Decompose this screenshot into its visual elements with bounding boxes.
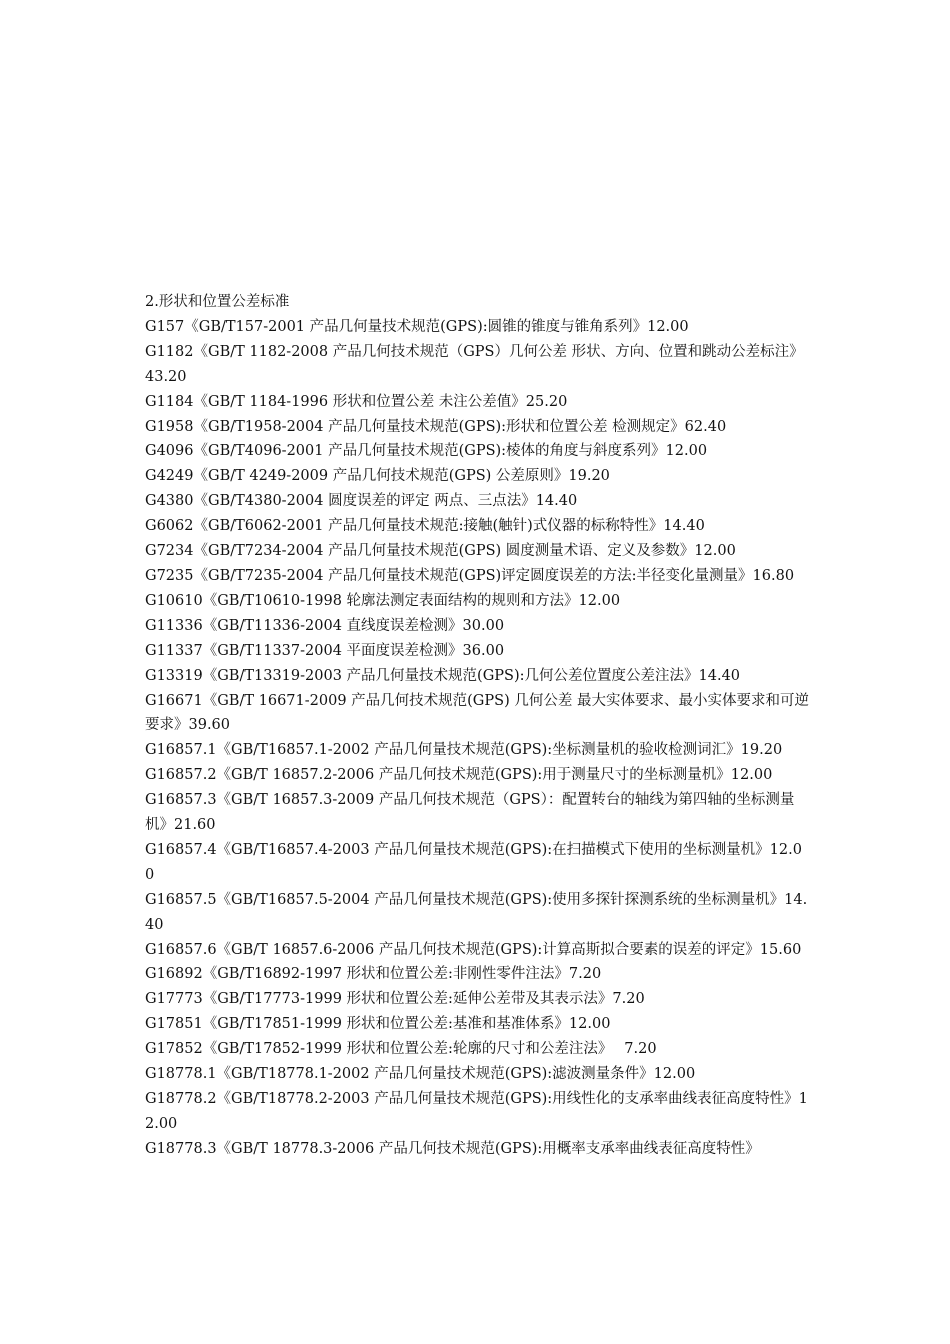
standard-entry: G16892《GB/T16892-1997 形状和位置公差:非刚性零件注法》7.20: [145, 966, 602, 983]
standard-entry: G16857.5《GB/T16857.5-2004 产品几何量技术规范(GPS):使用多探针探测系统的坐标测量机》14.40: [145, 891, 808, 933]
standard-entry: G17773《GB/T17773-1999 形状和位置公差:延伸公差带及其表示法》7.20: [145, 991, 645, 1008]
standard-entry: G7235《GB/T7235-2004 产品几何量技术规范(GPS)评定圆度误差的方法:半径变化量测量》16.80: [145, 567, 795, 584]
standard-entry: G1182《GB/T 1182-2008 产品几何技术规范（GPS）几何公差 形状、方向、位置和跳动公差标注》43.20: [145, 343, 804, 385]
standard-entry: G18778.3《GB/T 18778.3-2006 产品几何技术规范(GPS):用概率支承率曲线表征高度特性》: [145, 1140, 760, 1157]
standard-entry: G11337《GB/T11337-2004 平面度误差检测》36.00: [145, 642, 505, 659]
standard-entry: G16857.3《GB/T 16857.3-2009 产品几何技术规范（GPS）：配置转台的轴线为第四轴的坐标测量机》21.60: [145, 792, 795, 834]
standard-entry: G13319《GB/T13319-2003 产品几何量技术规范(GPS):几何公差位置度公差注法》14.40: [145, 667, 741, 684]
standard-entry: G11336《GB/T11336-2004 直线度误差检测》30.00: [145, 617, 505, 634]
standard-entry: G1184《GB/T 1184-1996 形状和位置公差 未注公差值》25.20: [145, 393, 568, 410]
standard-entry: G17852《GB/T17852-1999 形状和位置公差:轮廓的尺寸和公差注法》 7.20: [145, 1041, 657, 1058]
standard-entry: G18778.1《GB/T18778.1-2002 产品几何量技术规范(GPS):滤波测量条件》12.00: [145, 1066, 696, 1083]
standard-entry: G4249《GB/T 4249-2009 产品几何技术规范(GPS) 公差原则》19.20: [145, 468, 610, 485]
standard-entry: G17851《GB/T17851-1999 形状和位置公差:基准和基准体系》12.00: [145, 1016, 611, 1033]
standard-entry: G7234《GB/T7234-2004 产品几何量技术规范(GPS) 圆度测量术语、定义及参数》12.00: [145, 543, 736, 560]
standard-entry: G16857.1《GB/T16857.1-2002 产品几何量技术规范(GPS):坐标测量机的验收检测词汇》19.20: [145, 742, 783, 759]
document-body: [145, 290, 810, 1162]
standard-entry: G16857.2《GB/T 16857.2-2006 产品几何技术规范(GPS):用于测量尺寸的坐标测量机》12.00: [145, 767, 773, 784]
standard-entry: G6062《GB/T6062-2001 产品几何量技术规范:接触(触针)式仪器的标称特性》14.40: [145, 518, 705, 535]
section-heading: 2.形状和位置公差标准: [145, 294, 290, 310]
standard-entry: G10610《GB/T10610-1998 轮廓法测定表面结构的规则和方法》12.00: [145, 592, 621, 609]
standard-entry: G4380《GB/T4380-2004 圆度误差的评定 两点、三点法》14.40: [145, 493, 578, 510]
standard-entry: G1958《GB/T1958-2004 产品几何量技术规范(GPS):形状和位置公差 检测规定》62.40: [145, 418, 727, 435]
standard-entry: G4096《GB/T4096-2001 产品几何量技术规范(GPS):棱体的角度与斜度系列》12.00: [145, 443, 708, 460]
standard-entry: G157《GB/T157-2001 产品几何量技术规范(GPS):圆锥的锥度与锥角系列》12.00: [145, 318, 689, 335]
standard-entry: G16857.4《GB/T16857.4-2003 产品几何量技术规范(GPS):在扫描模式下使用的坐标测量机》12.00: [145, 841, 802, 883]
standard-entry: G16671《GB/T 16671-2009 产品几何技术规范(GPS) 几何公差 最大实体要求、最小实体要求和可逆要求》39.60: [145, 692, 809, 734]
standard-entry: G16857.6《GB/T 16857.6-2006 产品几何技术规范(GPS):计算高斯拟合要素的误差的评定》15.60: [145, 941, 802, 958]
standard-entry: G18778.2《GB/T18778.2-2003 产品几何量技术规范(GPS):用线性化的支承率曲线表征高度特性》12.00: [145, 1091, 808, 1132]
